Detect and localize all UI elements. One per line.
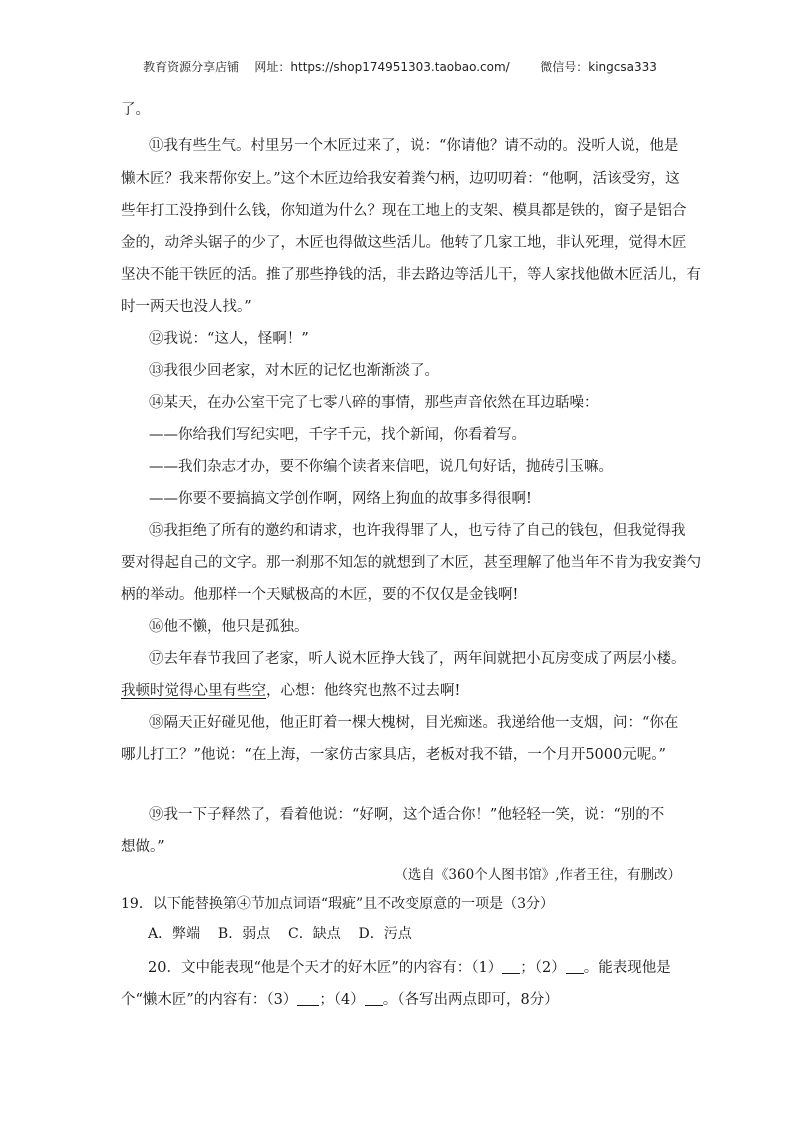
underlined-sentence: 我顿时觉得心里有些空 (121, 683, 266, 699)
page-header: 教育资源分享店铺 网址：https://shop174951303.taobao.com/ 微信号：kingcsa333 (143, 60, 657, 74)
paragraph-line: ⑫我说：“这人，怪啊！” (149, 331, 309, 347)
paragraph-line: ⑰去年春节我回了老家，听人说木匠挣大钱了，两年间就把小瓦房变成了两层小楼。 (149, 651, 686, 667)
paragraph-line: 要对得起自己的文字。那一刹那不知怎的就想到了木匠，甚至理解了他当年不肯为我安粪勺 (121, 555, 701, 571)
paragraph-line: ——我们杂志才办，要不你编个读者来信吧，说几句好话，抛砖引玉嘛。 (149, 459, 613, 475)
question-20-line-2 (121, 988, 559, 1009)
paragraph-line: 金的，动斧头锯子的少了，木匠也得做这些活儿。他转了几家工地，非认死理，觉得木匠 (121, 235, 687, 251)
paragraph-line: ⑬我很少回老家，对木匠的记忆也渐渐淡了。 (149, 363, 439, 379)
paragraph-line: ——你要不要搞搞文学创作啊，网络上狗血的故事多得很啊! (149, 491, 532, 507)
answer-blank-1[interactable] (502, 959, 520, 974)
paragraph-line: 懒木匠？我来帮你安上。”这个木匠边给我安着粪勺柄，边叨叨着：“他啊，活该受穷，这 (121, 171, 680, 187)
question-20-line-1 (148, 956, 671, 977)
paragraph-line: 柄的举动。他那样一个天赋极高的木匠，要的不仅仅是金钱啊! (121, 587, 519, 603)
question-19-options: A．弊端 B．弱点 C．缺点 D．污点 (148, 926, 412, 942)
q20-text: 20．文中能表现“他是个天才的好木匠”的内容有：（1） (148, 960, 503, 976)
q20-text: ；（4） (319, 992, 365, 1008)
answer-blank-3[interactable] (297, 991, 319, 1006)
paragraph-line (121, 679, 460, 700)
paragraph-line: ⑮我拒绝了所有的邀约和请求，也许我得罪了人，也亏待了自己的钱包，但我觉得我 (149, 523, 686, 539)
question-19-stem: 19．以下能替换第④节加点词语“瑕疵”且不改变原意的一项是（3分） (121, 896, 555, 912)
paragraph-line: ⑭某天，在办公室干完了七零八碎的事情，那些声音依然在耳边聒噪： (149, 395, 599, 411)
paragraph-line: ——你给我们写纪实吧，千字千元，找个新闻，你看着写。 (149, 427, 526, 443)
paragraph-line: 了。 (121, 102, 150, 118)
q20-text: ；（2） (520, 960, 566, 976)
paragraph-line: ⑯他不懒，他只是孤独。 (149, 619, 309, 635)
answer-blank-4[interactable] (365, 991, 383, 1006)
paragraph-line: 哪儿打工？”他说：“在上海，一家仿古家具店，老板对我不错，一个月开5000元呢。” (121, 747, 666, 763)
paragraph-line: ⑲我一下子释然了，看着他说：“好啊，这个适合你！”他轻轻一笑，说：“别的不 (149, 807, 665, 823)
paragraph-line: 坚决不能干铁匠的活。推了那些挣钱的活，非去路边等活儿干，等人家找他做木匠活儿，有 (121, 267, 701, 283)
answer-blank-2[interactable] (566, 959, 584, 974)
sentence-continuation: ，心想：他终究也熬不过去啊! (266, 683, 461, 699)
source-citation: （选自《360个人图书馆》,作者王往，有删改） (394, 867, 681, 883)
paragraph-line: 想做。” (121, 839, 165, 855)
paragraph-line: ⑱隔天正好碰见他，他正盯着一棵大槐树，目光痴迷。我递给他一支烟，问：“你在 (149, 715, 679, 731)
q20-text: 个“懒木匠”的内容有：（3） (121, 992, 298, 1008)
paragraph-line: 些年打工没挣到什么钱，你知道为什么？现在工地上的支架、模具都是铁的，窗子是铝合 (121, 203, 687, 219)
q20-text: 。（各写出两点即可，8分） (382, 992, 559, 1008)
paragraph-line: 时一两天也没人找。” (121, 299, 252, 315)
q20-text: 。能表现他是 (583, 960, 671, 976)
paragraph-line: ⑪我有些生气。村里另一个木匠过来了，说：“你请他？请不动的。没听人说，他是 (149, 138, 679, 154)
